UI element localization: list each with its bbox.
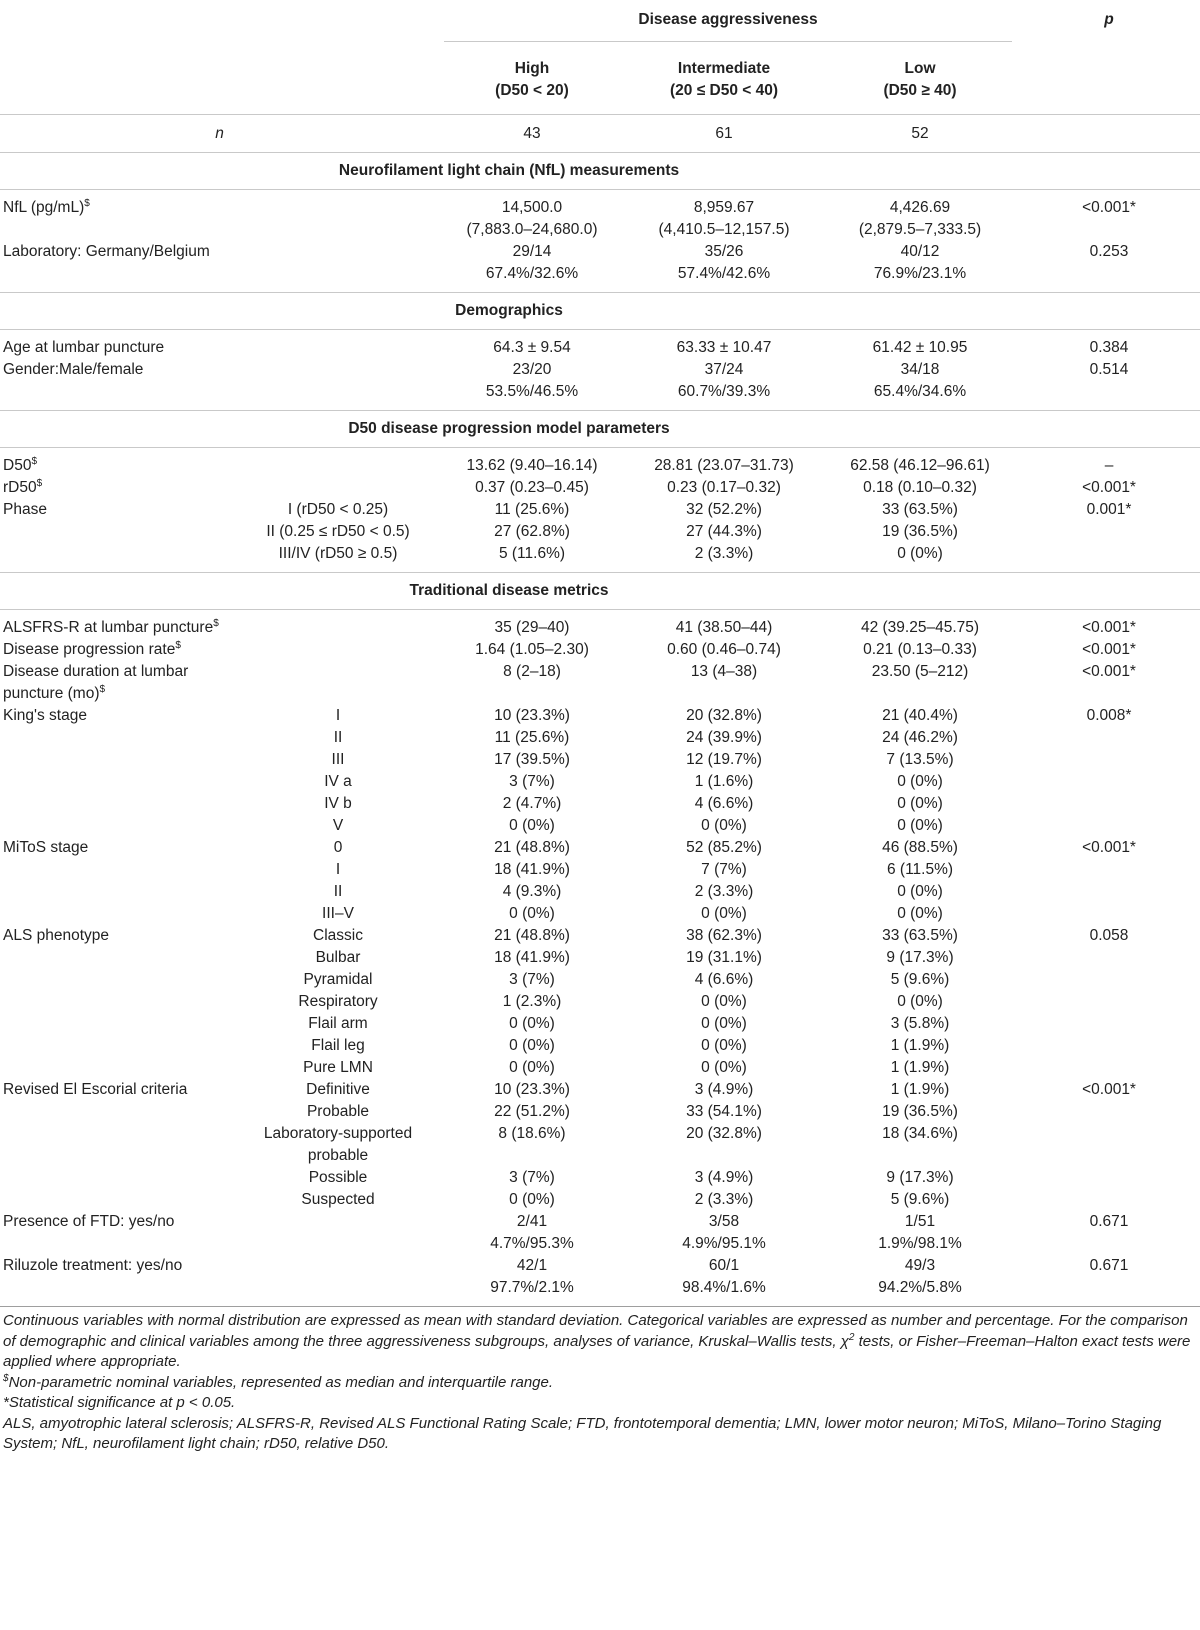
row-sublabel: Definitive [306,1081,370,1098]
p-value: <0.001* [1082,641,1136,658]
cell-high: 5 (11.6%) [438,543,626,573]
cell-low: 24 (46.2%) [882,729,958,746]
cell-low: 0 (0%) [822,543,1018,573]
group-header: Disease aggressiveness [438,0,1018,52]
row-label: Age at lumbar puncture [3,339,165,356]
row-label: NfL (pg/mL)$ [3,197,90,216]
row-sublabel: I [335,861,341,878]
p-value [1018,1101,1200,1123]
cell-high: 42/1 97.7%/2.1% [438,1255,626,1307]
row-sublabel: 0 [333,839,343,856]
row-label [0,543,238,573]
row-sublabel [238,448,438,478]
p-value: 0.384 [1089,339,1129,356]
cell-high: 21 (48.8%) [494,927,570,944]
p-value: – [1104,457,1114,474]
cell-inter: 0 (0%) [701,1059,747,1076]
cell-low: 18 (34.6%) [882,1125,958,1142]
table-row [0,793,1200,815]
cell-inter: 27 (44.3%) [686,523,762,540]
row-sublabel [238,1255,438,1307]
cell-high: 8 (18.6%) [498,1125,566,1142]
cell-inter: 2 (3.3%) [694,883,754,900]
row-sublabel: Possible [308,1169,368,1186]
cell-inter: 12 (19.7%) [686,751,762,768]
row-label: King's stage [3,707,87,724]
cell-high: 14,500.0 (7,883.0–24,680.0) [466,199,598,238]
header-row-columns [0,52,1200,115]
footnote-significance: *Statistical significance at p < 0.05. [3,1394,236,1411]
row-label [0,727,238,749]
table-row [0,705,1200,727]
cell-high: 11 (25.6%) [494,729,570,746]
row-sublabel: Respiratory [298,993,378,1010]
cell-low: 4,426.69 (2,879.5–7,333.5) [858,199,982,238]
cell-low: 0 (0%) [897,817,943,834]
cell-high: 23/20 53.5%/46.5% [438,359,626,411]
cell-high: 0 (0%) [509,905,555,922]
row-label [0,1013,238,1035]
cell-inter: 1 (1.6%) [694,773,754,790]
cell-inter: 33 (54.1%) [686,1103,762,1120]
row-sublabel: III–V [322,905,354,922]
cell-inter: 2 (3.3%) [626,543,822,573]
row-sublabel: IV b [324,795,352,812]
p-value [1018,903,1200,925]
row-sublabel: V [332,817,344,834]
table-row [0,1189,1200,1211]
cell-high: 11 (25.6%) [494,501,570,518]
cell-inter: 3 (4.9%) [694,1169,754,1186]
cell-inter: 8,959.67 (4,410.5–12,157.5) [658,199,790,238]
row-sublabel: Classic [313,927,363,944]
cell-low: 33 (63.5%) [882,501,958,518]
row-sublabel: III [331,751,345,768]
table-row [0,1211,1200,1255]
row-label: ALSFRS-R at lumbar puncture$ [3,617,219,636]
cell-low: 33 (63.5%) [882,927,958,944]
p-value: <0.001* [1082,619,1136,636]
n-label: n [0,115,438,153]
row-label [0,881,238,903]
cell-low: 34/18 65.4%/34.6% [822,359,1018,411]
cell-inter: 63.33 ± 10.47 [676,339,772,356]
cell-high: 0 (0%) [509,817,555,834]
p-header: p [1104,11,1114,28]
table-row [0,521,1200,543]
row-sublabel: Pyramidal [303,971,373,988]
cell-low: 6 (11.5%) [886,861,954,878]
row-sublabel [238,359,438,411]
cell-high: 2 (4.7%) [502,795,562,812]
p-value: 0.001* [1086,501,1132,518]
cell-inter: 13 (4–38) [690,663,758,680]
p-value [1018,1167,1200,1189]
table-row [0,448,1200,478]
cell-high: 0.37 (0.23–0.45) [475,479,589,496]
n-value-high: 43 [438,115,626,153]
table-row [0,661,1200,705]
row-label [0,903,238,925]
cell-inter: 19 (31.1%) [686,949,762,966]
row-label [0,947,238,969]
cell-low: 0 (0%) [897,795,943,812]
cell-inter: 35/26 57.4%/42.6% [626,241,822,293]
table-row [0,749,1200,771]
table-footnotes [0,1307,1200,1455]
section-header [0,411,1200,448]
cell-high: 27 (62.8%) [494,523,570,540]
cell-inter: 4 (6.6%) [694,971,754,988]
cell-low: 1 (1.9%) [890,1059,950,1076]
cell-high: 18 (41.9%) [494,861,570,878]
table-body [0,115,1200,1307]
cell-low: 61.42 ± 10.95 [872,339,968,356]
row-label [0,1167,238,1189]
cell-high: 13.62 (9.40–16.14) [466,457,598,474]
cell-high: 0 (0%) [509,1191,555,1208]
p-value [1018,881,1200,903]
row-sublabel: Laboratory-supported probable [263,1125,413,1164]
row-sublabel [238,241,438,293]
row-sublabel: I [335,707,341,724]
n-value-low: 52 [822,115,1018,153]
cell-low: 3 (5.8%) [890,1015,950,1032]
row-sublabel [238,639,438,661]
cell-high: 3 (7%) [509,1169,555,1186]
cell-low: 5 (9.6%) [890,971,950,988]
cell-low: 21 (40.4%) [882,707,958,724]
n-value-intermediate: 61 [626,115,822,153]
table-row [0,190,1200,242]
cell-high: 8 (2–18) [503,663,561,680]
row-sublabel: III/IV (rD50 ≥ 0.5) [238,543,438,573]
row-sublabel [238,477,438,499]
cell-low: 0 (0%) [897,905,943,922]
cell-inter: 41 (38.50–44) [675,619,773,636]
cell-inter: 0.60 (0.46–0.74) [667,641,781,658]
footnote-nonparametric: $Non-parametric nominal variables, represented as median and interquartile range. [3,1372,554,1391]
cell-low: 9 (17.3%) [886,1169,954,1186]
row-label: Revised El Escorial criteria [3,1081,188,1098]
cell-low: 5 (9.6%) [890,1191,950,1208]
section-header [0,153,1200,190]
cell-high: 2/41 4.7%/95.3% [490,1213,574,1252]
row-label [0,1101,238,1123]
p-value: <0.001* [1082,1081,1136,1098]
table-row [0,859,1200,881]
row-sublabel: Suspected [301,1191,375,1208]
row-sublabel [238,661,438,705]
cell-low: 19 (36.5%) [882,1103,958,1120]
cell-low: 42 (39.25–45.75) [860,619,980,636]
cell-inter: 0 (0%) [701,993,747,1010]
row-label: Disease progression rate$ [3,639,181,658]
p-value [1018,1189,1200,1211]
cell-inter: 0 (0%) [701,1037,747,1054]
section-header [0,293,1200,330]
cell-low: 62.58 (46.12–96.61) [850,457,990,474]
column-header-high: High (D50 < 20) [438,52,626,115]
cell-inter: 32 (52.2%) [686,501,762,518]
table-row [0,991,1200,1013]
row-label: Gender:Male/female [0,359,238,411]
cell-low: 1 (1.9%) [890,1081,950,1098]
table-row [0,947,1200,969]
row-sublabel: II (0.25 ≤ rD50 < 0.5) [266,523,410,540]
cell-high: 3 (7%) [509,773,555,790]
cell-low: 19 (36.5%) [882,523,958,540]
cell-low: 1 (1.9%) [890,1037,950,1054]
row-label: MiToS stage [3,839,89,856]
table-row [0,1101,1200,1123]
section-title: Demographics [0,293,1018,330]
cell-low: 23.50 (5–212) [871,663,969,680]
p-value [1018,1035,1200,1057]
cell-low: 0 (0%) [897,773,943,790]
table-row [0,925,1200,947]
row-label [0,521,238,543]
p-value: <0.001* [1082,479,1136,496]
row-sublabel: I (rD50 < 0.25) [287,501,389,518]
table-row [0,543,1200,573]
table-row [0,727,1200,749]
row-label [0,969,238,991]
cell-inter: 20 (32.8%) [686,1125,762,1142]
row-label: Riluzole treatment: yes/no [0,1255,238,1307]
cell-low: 0 (0%) [897,883,943,900]
table-row [0,639,1200,661]
p-value: 0.058 [1089,927,1129,944]
cell-inter: 38 (62.3%) [686,927,762,944]
table-row [0,1255,1200,1307]
row-label [0,815,238,837]
table-row [0,1123,1200,1167]
p-value [1018,815,1200,837]
p-value [1018,727,1200,749]
row-label [0,859,238,881]
cell-high: 22 (51.2%) [494,1103,570,1120]
row-label: Disease duration at lumbar puncture (mo)$ [3,663,189,702]
row-label [0,771,238,793]
cell-low: 0.21 (0.13–0.33) [863,641,977,658]
cell-low: 9 (17.3%) [886,949,954,966]
row-label [0,991,238,1013]
cell-high: 64.3 ± 9.54 [493,339,571,356]
p-value [1018,859,1200,881]
table-row [0,610,1200,640]
cell-high: 10 (23.3%) [494,1081,570,1098]
footnote-abbreviations: ALS, amyotrophic lateral sclerosis; ALSFRS-R, Revised ALS Functional Rating Scale; FTD, frontotemporal dementia; LMN, lower motor neuron; MiToS, Milano–Torino Staging System; NfL, neurofilament light chain; rD50, relative D50. [3,1414,1162,1452]
p-value: 0.008* [1086,707,1132,724]
p-value [1018,749,1200,771]
table-row [0,330,1200,360]
table-row [0,1167,1200,1189]
cell-inter: 7 (7%) [701,861,747,878]
cell-inter: 0 (0%) [701,1015,747,1032]
cell-high: 0 (0%) [509,1037,555,1054]
row-label [0,749,238,771]
header-row-group [0,0,1200,52]
p-value: <0.001* [1082,663,1136,680]
p-value: 0.253 [1018,241,1200,293]
p-value [1018,991,1200,1013]
cell-high: 0 (0%) [509,1015,555,1032]
footnote-methods: Continuous variables with normal distribution are expressed as mean with standard deviation. Categorical variables are expressed as number and percentage. For the comparison of demographic and clinical variables among the three aggressiveness subgroups, analyses of variance, Kruskal–Wallis tests, $\chi^2$ tests, or Fisher–Freeman–Halton exact tests were applied where appropriate. [3,1312,1191,1370]
cell-inter: 37/24 60.7%/39.3% [626,359,822,411]
section-header [0,573,1200,610]
p-value: <0.001* [1082,839,1136,856]
row-sublabel: Probable [306,1103,370,1120]
table-row [0,837,1200,859]
row-sublabel: Flail leg [311,1037,365,1054]
row-label: Phase [3,501,47,518]
table-row [0,1079,1200,1101]
row-sublabel: II [333,729,343,746]
cell-high: 17 (39.5%) [494,751,570,768]
table-row [0,499,1200,521]
cell-inter: 4 (6.6%) [694,795,754,812]
p-value: 0.671 [1089,1213,1129,1230]
cell-inter: 24 (39.9%) [686,729,762,746]
cell-high: 4 (9.3%) [502,883,562,900]
section-title: Neurofilament light chain (NfL) measurements [0,153,1018,190]
cell-high: 21 (48.8%) [494,839,570,856]
p-value [1018,521,1200,543]
row-label [0,1123,238,1167]
row-label: rD50$ [3,477,43,496]
table-row [0,241,1200,293]
table-row [0,1057,1200,1079]
table-row [0,1013,1200,1035]
row-label: Presence of FTD: yes/no [3,1213,175,1230]
row-sublabel: Flail arm [308,1015,368,1032]
row-label [0,1035,238,1057]
column-header-low: Low (D50 ≥ 40) [822,52,1018,115]
row-sublabel [238,1211,438,1255]
cell-inter: 52 (85.2%) [686,839,762,856]
p-value [1018,793,1200,815]
row-label [0,793,238,815]
cell-high: 3 (7%) [509,971,555,988]
section-title: Traditional disease metrics [0,573,1018,610]
table-row [0,1035,1200,1057]
cell-high: 35 (29–40) [494,619,570,636]
n-row [0,115,1200,153]
cell-low: 1/51 1.9%/98.1% [878,1213,962,1252]
cell-inter: 28.81 (23.07–31.73) [654,457,794,474]
cell-high: 0 (0%) [509,1059,555,1076]
cell-high: 29/14 67.4%/32.6% [438,241,626,293]
p-value [1018,947,1200,969]
cell-high: 18 (41.9%) [494,949,570,966]
table-row [0,771,1200,793]
p-value [1018,1057,1200,1079]
row-label [0,1189,238,1211]
row-label: D50$ [3,455,37,474]
cell-low: 49/3 94.2%/5.8% [822,1255,1018,1307]
p-value: 0.514 [1018,359,1200,411]
cell-inter: 20 (32.8%) [686,707,762,724]
cell-high: 10 (23.3%) [494,707,570,724]
row-sublabel: II [333,883,343,900]
row-sublabel [238,330,438,360]
cell-inter: 3/58 4.9%/95.1% [682,1213,766,1252]
row-sublabel [238,190,438,242]
p-value [1018,1013,1200,1035]
cell-high: 1 (2.3%) [502,993,562,1010]
row-sublabel: Pure LMN [303,1059,373,1076]
row-sublabel [238,610,438,640]
cell-inter: 3 (4.9%) [694,1081,754,1098]
cell-low: 40/12 76.9%/23.1% [822,241,1018,293]
cell-high: 1.64 (1.05–2.30) [475,641,589,658]
section-title: D50 disease progression model parameters [0,411,1018,448]
table-row [0,881,1200,903]
cell-inter: 0 (0%) [701,905,747,922]
p-value [1018,969,1200,991]
cell-low: 7 (13.5%) [886,751,954,768]
table-row [0,359,1200,411]
p-value [1018,1123,1200,1167]
cell-low: 0.18 (0.10–0.32) [863,479,977,496]
p-value [1018,771,1200,793]
table-row [0,903,1200,925]
row-label: Laboratory: Germany/Belgium [0,241,238,293]
cell-inter: 60/1 98.4%/1.6% [626,1255,822,1307]
row-sublabel: Bulbar [315,949,361,966]
p-value: 0.671 [1018,1255,1200,1307]
cell-inter: 0.23 (0.17–0.32) [667,479,781,496]
row-sublabel: IV a [324,773,352,790]
row-label: ALS phenotype [3,927,110,944]
column-header-intermediate: Intermediate (20 ≤ D50 < 40) [626,52,822,115]
cell-low: 46 (88.5%) [882,839,958,856]
cell-inter: 2 (3.3%) [694,1191,754,1208]
cell-inter: 0 (0%) [701,817,747,834]
p-value: <0.001* [1082,199,1136,216]
table-row [0,477,1200,499]
p-value [1018,543,1200,573]
table-row [0,815,1200,837]
cell-low: 0 (0%) [897,993,943,1010]
row-label [0,1057,238,1079]
table-row [0,969,1200,991]
